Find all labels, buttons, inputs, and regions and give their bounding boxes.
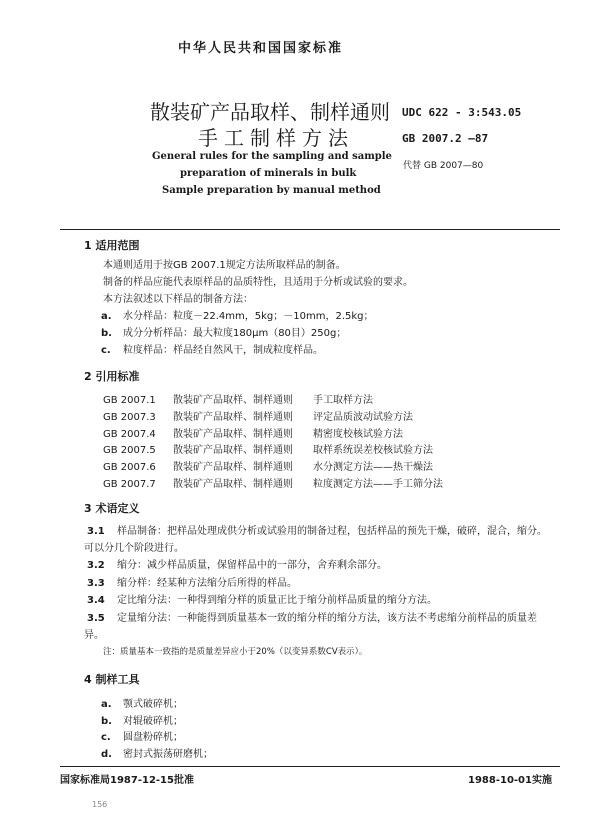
list-item <box>101 728 183 743</box>
title-line1: 散装矿产品取样、制样通则 <box>150 100 390 124</box>
list-text: 密封式振荡研磨机； <box>123 749 213 760</box>
list-marker: d. <box>101 749 112 760</box>
header-rule <box>60 229 560 230</box>
definition-number: 3.4 <box>87 595 105 606</box>
reference-code: GB 2007.1 <box>103 395 156 406</box>
gb-code: GB 2007.2 —87 <box>402 132 489 145</box>
list-marker: c. <box>101 345 111 356</box>
udc-code: UDC 622 - 3:543.05 <box>402 106 522 119</box>
list-text: 成分分析样品：最大粒度180μm（80目）250g； <box>123 328 347 339</box>
list-item <box>101 307 374 322</box>
page-number: 156 <box>92 800 108 809</box>
definition-3-1-cont: 可以分几个阶段进行。 <box>84 543 184 554</box>
reference-group: 散装矿产品取样、制样通则 <box>173 462 293 474</box>
reference-title: 粒度测定方法——手工筛分法 <box>313 479 443 490</box>
reference-code: GB 2007.6 <box>103 462 156 474</box>
definition-number: 3.2 <box>87 560 105 571</box>
reference-row <box>103 391 373 406</box>
definition-3-2 <box>84 556 387 571</box>
reference-group: 散装矿产品取样、制样通则 <box>173 411 293 423</box>
paragraph: 本方法叙述以下样品的制备方法： <box>103 294 253 305</box>
list-item <box>101 712 183 727</box>
reference-title: 精密度校核试验方法 <box>313 428 403 440</box>
section-4-heading: 4 制样工具 <box>84 673 140 686</box>
reference-row <box>103 475 443 490</box>
section-1-heading: 1 适用范围 <box>84 239 140 252</box>
reference-code: GB 2007.4 <box>103 428 156 440</box>
definition-text: 定量缩分法：一种能得到质量基本一致的缩分样的缩分方法，该方法不考虑缩分前样品的质量差 <box>117 613 537 624</box>
definition-3-4 <box>84 591 437 606</box>
footer-rule <box>60 766 560 767</box>
reference-title: 手工取样方法 <box>313 395 373 406</box>
reference-title: 评定品质波动试验方法 <box>313 411 413 423</box>
list-item <box>101 745 213 760</box>
list-item <box>101 341 323 356</box>
english-title-2: preparation of minerals in bulk <box>180 168 357 179</box>
definition-number: 3.1 <box>87 526 105 537</box>
reference-group: 散装矿产品取样、制样通则 <box>173 445 293 457</box>
list-marker: c. <box>101 732 111 743</box>
reference-title: 水分测定方法——热干燥法 <box>313 462 433 474</box>
reference-group: 散装矿产品取样、制样通则 <box>173 395 293 406</box>
definition-number: 3.5 <box>87 613 105 624</box>
reference-title: 取样系统误差校核试验方法 <box>313 445 433 457</box>
note: 注：质量基本一致指的是质量差异应小于20%（以变异系数CV表示）。 <box>103 647 368 657</box>
paragraph: 本通则适用于按GB 2007.1规定方法所取样品的制备。 <box>103 260 346 271</box>
effective-date: 1988-10-01实施 <box>468 775 552 786</box>
definition-3-5 <box>84 609 537 624</box>
reference-code: GB 2007.3 <box>103 411 156 423</box>
list-text: 水分样品：粒度－22.4mm，5kg；－10mm，2.5kg； <box>123 311 374 322</box>
reference-group: 散装矿产品取样、制样通则 <box>173 428 293 440</box>
list-text: 颚式破碎机； <box>123 699 183 710</box>
replaces-code: 代替 GB 2007—80 <box>403 161 484 171</box>
title-line2: 手工制样方法 <box>198 126 354 150</box>
definition-text: 缩分样：经某种方法缩分后所得的样品。 <box>117 578 297 589</box>
list-item <box>101 695 183 710</box>
definition-number: 3.3 <box>87 578 105 589</box>
section-2-heading: 2 引用标准 <box>84 370 140 383</box>
definition-3-5-cont: 异。 <box>84 630 104 641</box>
list-text: 粒度样品：样品经自然风干，制成粒度样品。 <box>123 345 323 356</box>
definition-3-3 <box>84 574 297 589</box>
definition-text: 定比缩分法：一种得到缩分样的质量正比于缩分前样品质量的缩分方法。 <box>117 595 437 606</box>
reference-row <box>103 458 433 473</box>
list-marker: b. <box>101 328 112 339</box>
definition-text: 样品制备：把样品处理成供分析或试验用的制备过程，包括样品的预先干燥，破碎，混合，缩分。 <box>117 526 547 537</box>
reference-code: GB 2007.5 <box>103 445 156 457</box>
definition-3-1 <box>84 522 547 537</box>
national-standard-label: 中华人民共和国国家标准 <box>178 41 344 56</box>
list-text: 圆盘粉碎机； <box>123 732 183 743</box>
definition-text: 缩分：减少样品质量，保留样品中的一部分，舍弃剩余部分。 <box>117 560 387 571</box>
reference-row <box>103 441 433 456</box>
paragraph: 制备的样品应能代表原样品的品质特性，且适用于分析或试验的要求。 <box>103 277 413 288</box>
reference-group: 散装矿产品取样、制样通则 <box>173 479 293 490</box>
reference-row <box>103 408 413 423</box>
list-text: 对辊破碎机； <box>123 716 183 727</box>
list-item <box>101 324 346 339</box>
reference-code: GB 2007.7 <box>103 479 156 490</box>
section-3-heading: 3 术语定义 <box>84 502 140 515</box>
english-title-3: Sample preparation by manual method <box>162 185 381 196</box>
list-marker: a. <box>101 311 112 322</box>
reference-row <box>103 425 403 440</box>
approval-date: 国家标准局1987-12-15批准 <box>60 775 194 786</box>
english-title-1: General rules for the sampling and sample <box>152 151 392 162</box>
list-marker: a. <box>101 699 112 710</box>
list-marker: b. <box>101 716 112 727</box>
